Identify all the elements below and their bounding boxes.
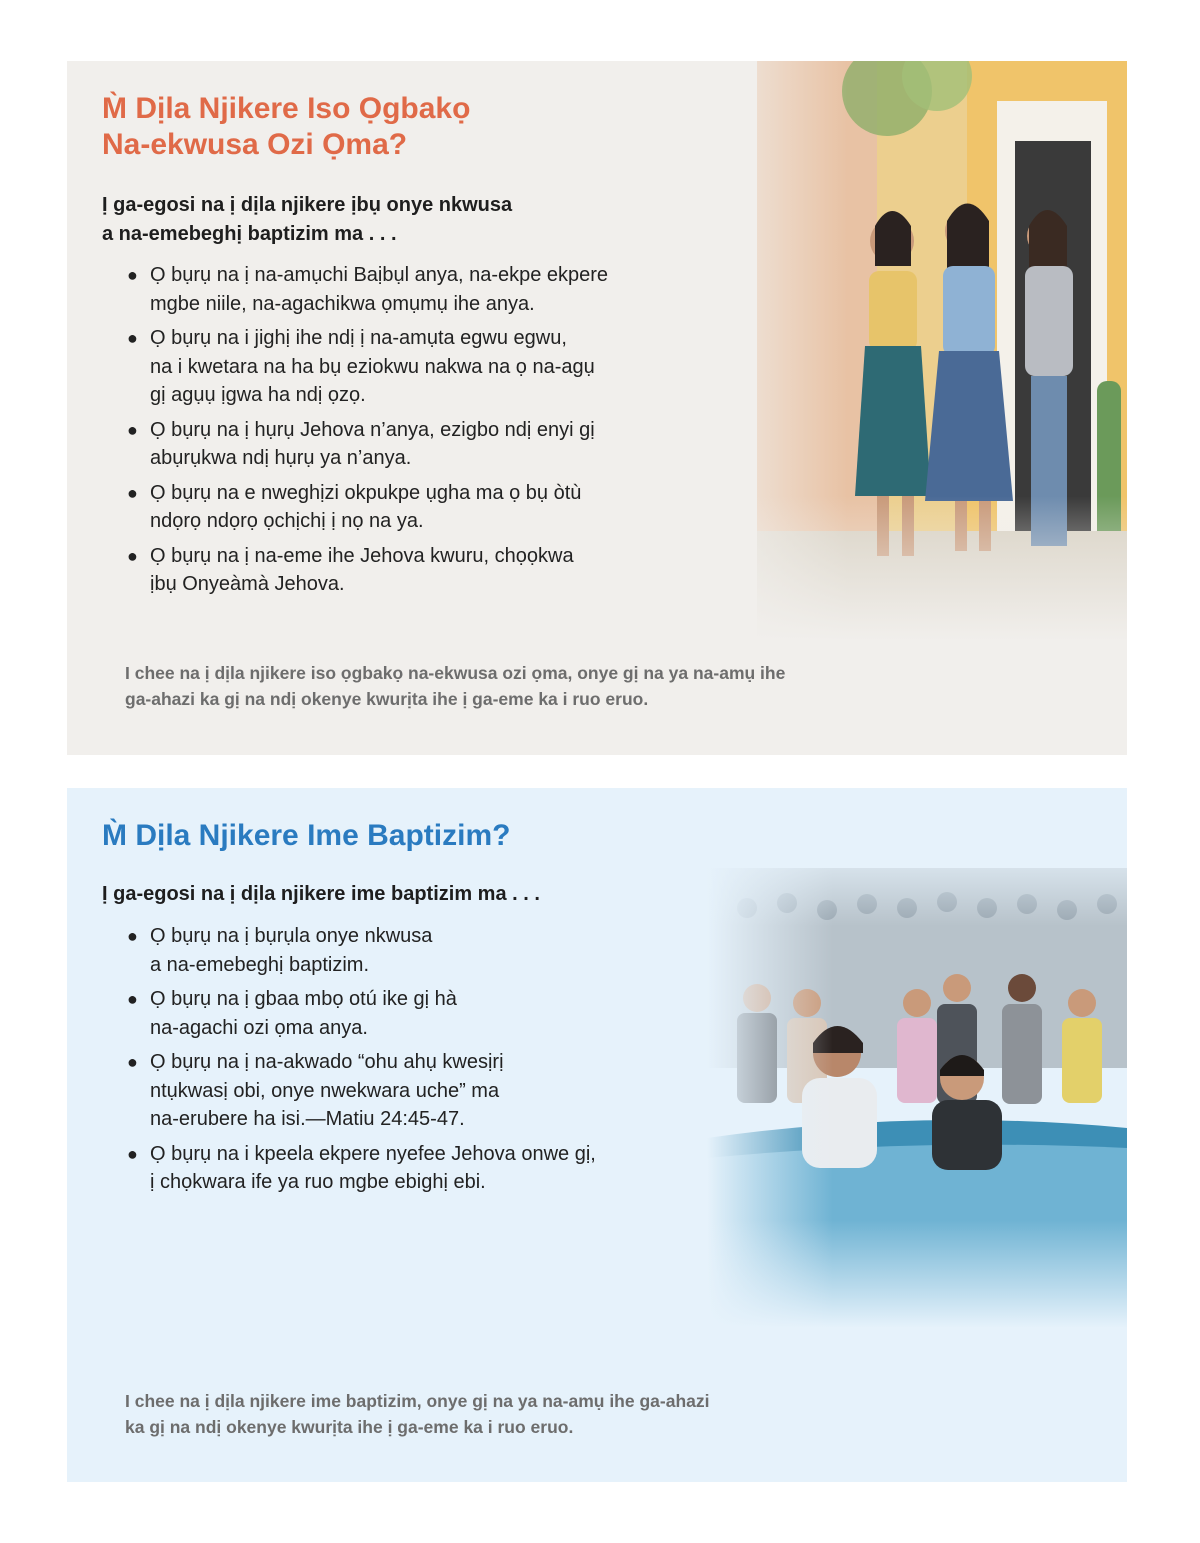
section1-bullet-list (127, 261, 687, 605)
list-item: ● Ọ bụrụ na ị na-akwado “ohu ahụ kwesịrị ntụkwasị obi, onye nwekwara uche” ma na-erubere ha isi.—Matiu 24:45-47. (127, 1048, 667, 1134)
section2-bullet-list (127, 922, 667, 1203)
section2-lead: Ị ga-egosi na ị dịla njikere ime baptizim ma . . . (102, 883, 540, 905)
section1-lead-line1: Ị ga-egosi na ị dịla njikere ịbụ onye nkwusa (102, 194, 513, 216)
baptism-readiness-panel (67, 788, 1127, 1482)
section2-footer-note: I chee na ị dịla njikere ime baptizim, onye gị na ya na-amụ ihe ga-ahazi ka gị na ndị okenye kwurịta ihe ị ga-eme ka i ruo eruo. (125, 1391, 710, 1437)
bullet-dot-icon: ● (127, 328, 138, 348)
publisher-readiness-panel (67, 61, 1127, 755)
list-item: ● Ọ bụrụ na ị bụrụla onye nkwusa a na-emebeghị baptizim. (127, 922, 667, 979)
bullet-dot-icon: ● (127, 419, 138, 440)
bullet-dot-icon: ● (127, 482, 138, 503)
bullet-dot-icon: ● (127, 545, 138, 566)
bullet-dot-icon: ● (127, 265, 138, 285)
list-item: ● Ọ bụrụ na i jighị ihe ndị ị na-amụta egwu egwu, na i kwetara na ha bụ eziokwu nakwa na ọ na-agụ gị agụụ ịgwa ha ndị ọzọ. (127, 324, 687, 410)
bullet-dot-icon: ● (127, 1052, 138, 1072)
section1-lead (102, 191, 582, 249)
bullet-dot-icon: ● (127, 989, 138, 1009)
bullet-dot-icon: ● (127, 1143, 138, 1164)
list-item: ● Ọ bụrụ na ị gbaa mbọ otú ike gị hà na-agachi ozi ọma anya. (127, 985, 667, 1042)
list-item: ● Ọ bụrụ na e nweghịzi okpukpe ụgha ma ọ bụ òtù ndọrọ ndọrọ ọchịchị ị nọ na ya. (127, 479, 687, 536)
list-item: ● Ọ bụrụ na i kpeela ekpere nyefee Jehova onwe gị, ị chọkwara ife ya ruo mgbe ebighị ebi. (127, 1140, 667, 1197)
list-item: ● Ọ bụrụ na ị hụrụ Jehova n’anya, ezigbo ndị enyi gị abụrụkwa ndị hụrụ ya n’anya. (127, 416, 687, 473)
ministry-doorstep-illustration-icon (697, 61, 1127, 641)
list-item: ● Ọ bụrụ na ị na-eme ihe Jehova kwuru, chọọkwa ịbụ Onyeàmà Jehova. (127, 542, 687, 599)
section1-footer-note: I chee na ị dịla njikere iso ọgbakọ na-ekwusa ozi ọma, onye gị na ya na-amụ ihe ga-ahazi ka gị na ndị okenye kwurịta ihe ị ga-eme ka i ruo eruo. (125, 663, 786, 709)
list-item: ● Ọ bụrụ na ị na-amụchi Baịbụl anya, na-ekpe ekpere mgbe niile, na-agachikwa ọmụmụ ihe anya. (127, 261, 687, 318)
bullet-dot-icon: ● (127, 926, 138, 946)
section1-title (102, 91, 622, 163)
section2-title: M̀ Dịla Njikere Ime Baptizim? (102, 819, 511, 852)
section1-title-line1: M̀ Dịla Njikere Iso Ọgbakọ (102, 92, 471, 125)
section1-title-line2: Na-ekwusa Ozi Ọma? (102, 128, 408, 161)
baptism-pool-illustration-icon (707, 838, 1127, 1328)
section1-lead-line2: a na-emebeghị baptizim ma . . . (102, 223, 397, 245)
